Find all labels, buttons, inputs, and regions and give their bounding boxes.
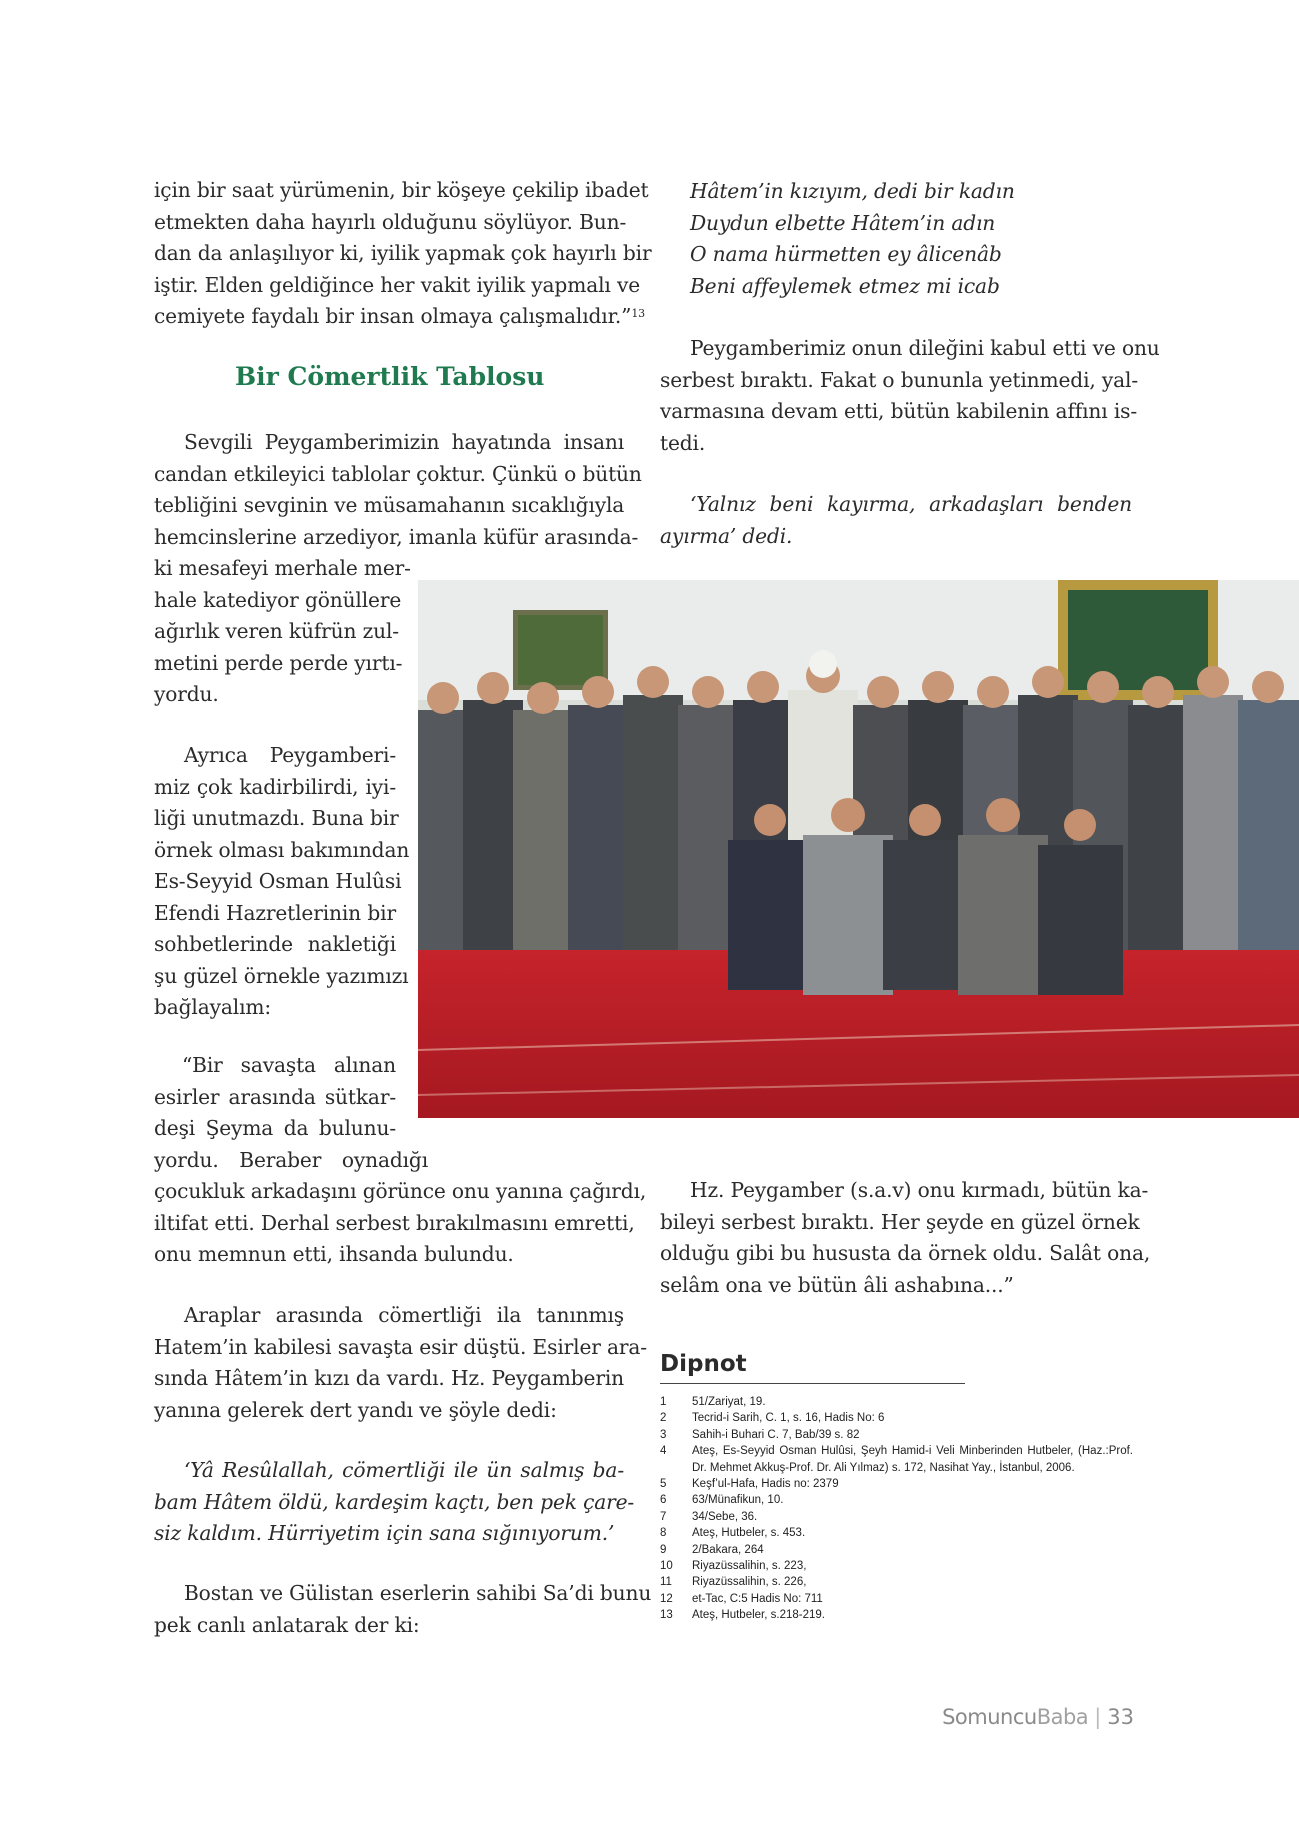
text-line: tebliğini sevginin ve müsamahanın sıcaklığıyla bbox=[154, 493, 625, 517]
text-line: bağlayalım: bbox=[154, 995, 272, 1019]
right-quote bbox=[660, 489, 1132, 552]
footnote-text: 51/Zariyat, 19. bbox=[692, 1396, 766, 1408]
text-line: ‘Yalnız beni kayırma, arkadaşları benden bbox=[690, 492, 1132, 516]
group-photo bbox=[418, 580, 1299, 1118]
footnote-number: 12 bbox=[660, 1592, 673, 1605]
text-line: Araplar arasında cömertliği ila tanınmış bbox=[184, 1303, 624, 1327]
text-line: esirler arasında sütkar- bbox=[154, 1084, 396, 1109]
poem-line: Hâtem’in kızıyım, dedi bir kadın bbox=[690, 179, 1015, 203]
footnote-item bbox=[660, 1492, 1133, 1508]
text-line: ağırlık veren küfrün zul- bbox=[154, 619, 399, 643]
intro-paragraph bbox=[154, 175, 652, 333]
text-line: Peygamberimiz onun dileğini kabul etti ve onu bbox=[690, 336, 1160, 360]
footnote-text: Tecrid-i Sarih, C. 1, s. 16, Hadis No: 6 bbox=[692, 1412, 885, 1425]
footnote-number: 13 bbox=[660, 1609, 673, 1622]
footnote-item bbox=[660, 1525, 1133, 1541]
footnote-item bbox=[660, 1443, 1133, 1476]
text-line: Ayrıca Peygamberi- bbox=[184, 743, 396, 767]
text-line: Es-Seyyid Osman Hulûsi bbox=[154, 869, 402, 893]
text-line: yanına gelerek dert yandı ve şöyle dedi: bbox=[154, 1397, 557, 1422]
text-line: siz kaldım. Hürriyetim için sana sığınıyorum.’ bbox=[154, 1521, 615, 1545]
text-line: varmasına devam etti, bütün kabilenin affını is- bbox=[660, 399, 1138, 423]
footnote-number: 7 bbox=[660, 1510, 667, 1523]
text-line-content: ayırma’ dedi. bbox=[660, 523, 793, 548]
footnote-text: Riyazüssalihin, s. 226, bbox=[692, 1576, 807, 1589]
text-line: Bostan ve Gülistan eserlerin sahibi Sa’di bunu bbox=[184, 1581, 652, 1605]
paragraph-4 bbox=[154, 1300, 647, 1426]
text-line: sohbetlerinde nakletiği bbox=[154, 932, 396, 956]
text-line: iştir. Elden geldiğince her vakit iyilik yapmalı ve bbox=[154, 272, 641, 297]
footnote-number: 8 bbox=[660, 1527, 667, 1540]
paragraph-2 bbox=[154, 740, 410, 1024]
footnote-number: 6 bbox=[660, 1494, 667, 1507]
section-heading: Bir Cömertlik Tablosu bbox=[235, 362, 545, 391]
footnote-number: 4 bbox=[660, 1445, 667, 1458]
footnote-text: 34/Sebe, 36. bbox=[692, 1510, 758, 1523]
footnote-item bbox=[660, 1607, 1133, 1623]
magazine-name-part1: Somuncu bbox=[942, 1705, 1037, 1729]
text-line: miz çok kadirbilirdi, iyi- bbox=[154, 774, 396, 799]
text-line: candan etkileyici tablolar çoktur. Çünkü o bütün bbox=[154, 461, 642, 486]
text-line: yordu. Beraber oynadığı bbox=[154, 1147, 428, 1172]
text-line: liği unutmazdı. Buna bir bbox=[154, 806, 399, 830]
text-line: deşi Şeyma da bulunu- bbox=[154, 1116, 396, 1140]
footnotes-title: Dipnot bbox=[660, 1351, 747, 1377]
text-line: bileyi serbest bıraktı. Her şeyde en güzel örnek bbox=[660, 1209, 1140, 1234]
text-line: onu memnun etti, ihsanda bulundu. bbox=[154, 1242, 514, 1266]
text-line: ki mesafeyi merhale mer- bbox=[154, 556, 411, 580]
text-line: bam Hâtem öldü, kardeşim kaçtı, ben pek çare- bbox=[154, 1489, 635, 1514]
text-line-content: cemiyete faydalı bir insan olmaya çalışmalıdır.” bbox=[154, 304, 632, 328]
footnote-number: 11 bbox=[660, 1576, 672, 1589]
text-line: hale katediyor gönüllere bbox=[154, 587, 402, 612]
footnote-number: 1 bbox=[660, 1396, 667, 1408]
footnote-ref: 13 bbox=[631, 307, 646, 320]
footnote-item bbox=[660, 1394, 1133, 1410]
footnote-item bbox=[660, 1542, 1133, 1558]
text-line: Sevgili Peygamberimizin hayatında insanı bbox=[184, 430, 624, 454]
text-line: selâm ona ve bütün âli ashabına...” bbox=[660, 1272, 1014, 1297]
quote-paragraph bbox=[154, 1455, 635, 1550]
text-line: olduğu gibi bu hususta da örnek oldu. Salât ona, bbox=[660, 1241, 1151, 1265]
magazine-name-part2: Baba bbox=[1036, 1705, 1089, 1729]
footnote-text: et-Tac, C:5 Hadis No: 711 bbox=[692, 1592, 823, 1605]
footnote-item bbox=[660, 1476, 1133, 1492]
footnotes-list bbox=[660, 1394, 1133, 1624]
page-footer bbox=[942, 1705, 1134, 1729]
poem-line: Beni affeylemek etmez mi icab bbox=[690, 273, 1000, 298]
footnote-text: 2/Bakara, 264 bbox=[692, 1543, 764, 1556]
text-line: örnek olması bakımından bbox=[154, 837, 410, 862]
footnote-number: 10 bbox=[660, 1560, 673, 1573]
text-line: çocukluk arkadaşını görünce onu yanına çağırdı, bbox=[154, 1179, 647, 1203]
footnote-item bbox=[660, 1410, 1133, 1426]
text-line bbox=[660, 521, 1132, 553]
footnote-item bbox=[660, 1509, 1133, 1525]
text-line: pek canlı anlatarak der ki: bbox=[154, 1612, 420, 1637]
text-line: yordu. bbox=[154, 682, 219, 706]
footnote-number: 3 bbox=[660, 1428, 667, 1441]
text-line: tedi. bbox=[660, 430, 706, 455]
footnote-item bbox=[660, 1574, 1133, 1590]
right-paragraph-2 bbox=[660, 1175, 1151, 1301]
seated-row bbox=[728, 835, 1123, 995]
text-line: dan da anlaşılıyor ki, iyilik yapmak çok hayırlı bir bbox=[154, 241, 652, 265]
poem bbox=[690, 176, 1130, 302]
text-line: şu güzel örnekle yazımızı bbox=[154, 963, 409, 988]
footnote-number: 2 bbox=[660, 1412, 667, 1425]
text-line: “Bir savaşta alınan bbox=[182, 1053, 396, 1077]
footnote-text: Ateş, Hutbeler, s.218-219. bbox=[692, 1609, 825, 1622]
footnote-item bbox=[660, 1427, 1133, 1443]
footnote-item bbox=[660, 1558, 1133, 1574]
footnote-number: 5 bbox=[660, 1478, 667, 1491]
text-line: Hatem’in kabilesi savaşta esir düştü. Esirler ara- bbox=[154, 1334, 647, 1359]
footnote-text: Sahih-i Buhari C. 7, Bab/39 s. 82 bbox=[692, 1428, 860, 1441]
poem-line: Duydun elbette Hâtem’in adın bbox=[690, 210, 996, 235]
text-line bbox=[154, 301, 646, 333]
footer-separator: | bbox=[1094, 1705, 1102, 1729]
text-line: Efendi Hazretlerinin bir bbox=[154, 900, 396, 925]
footnote-text: Ateş, Es-Seyyid Osman Hulûsi, Şeyh Hamid-i Veli Minberinden Hutbeler, (Haz.:Prof. Dr. Mehmet Akkuş-Prof. Dr. Ali Yılmaz) s. 172, Nasihat Yay., İstanbul, 2006. bbox=[692, 1445, 1133, 1474]
text-line: hemcinslerine arzediyor, imanla küfür arasında- bbox=[154, 524, 639, 549]
footnote-text: 63/Münafikun, 10. bbox=[692, 1494, 784, 1507]
footnote-text: Keşf’ul-Hafa, Hadis no: 2379 bbox=[692, 1478, 839, 1491]
text-line: ‘Yâ Resûlallah, cömertliği ile ün salmış ba- bbox=[184, 1458, 624, 1482]
text-line: serbest bıraktı. Fakat o bununla yetinmedi, yal- bbox=[660, 367, 1139, 392]
paragraph-5 bbox=[154, 1578, 652, 1641]
text-line: Hz. Peygamber (s.a.v) onu kırmadı, bütün ka- bbox=[690, 1178, 1149, 1202]
page-number: 33 bbox=[1107, 1705, 1134, 1729]
footnote-item bbox=[660, 1591, 1133, 1607]
footnote-text: Riyazüssalihin, s. 223, bbox=[692, 1560, 807, 1573]
text-line: için bir saat yürümenin, bir köşeye çekilip ibadet bbox=[154, 178, 649, 202]
text-line: etmekten daha hayırlı olduğunu söylüyor. Bun- bbox=[154, 209, 627, 234]
poem-line: O nama hürmetten ey âlicenâb bbox=[690, 242, 1002, 266]
footnote-number: 9 bbox=[660, 1543, 667, 1556]
text-line: sında Hâtem’in kızı da vardı. Hz. Peygamberin bbox=[154, 1366, 624, 1390]
footnotes-divider bbox=[660, 1383, 965, 1384]
footnote-text: Ateş, Hutbeler, s. 453. bbox=[692, 1527, 806, 1540]
text-line: metini perde perde yırtı- bbox=[154, 650, 403, 675]
text-line: iltifat etti. Derhal serbest bırakılmasını emretti, bbox=[154, 1210, 635, 1235]
right-paragraph-1 bbox=[660, 333, 1160, 459]
